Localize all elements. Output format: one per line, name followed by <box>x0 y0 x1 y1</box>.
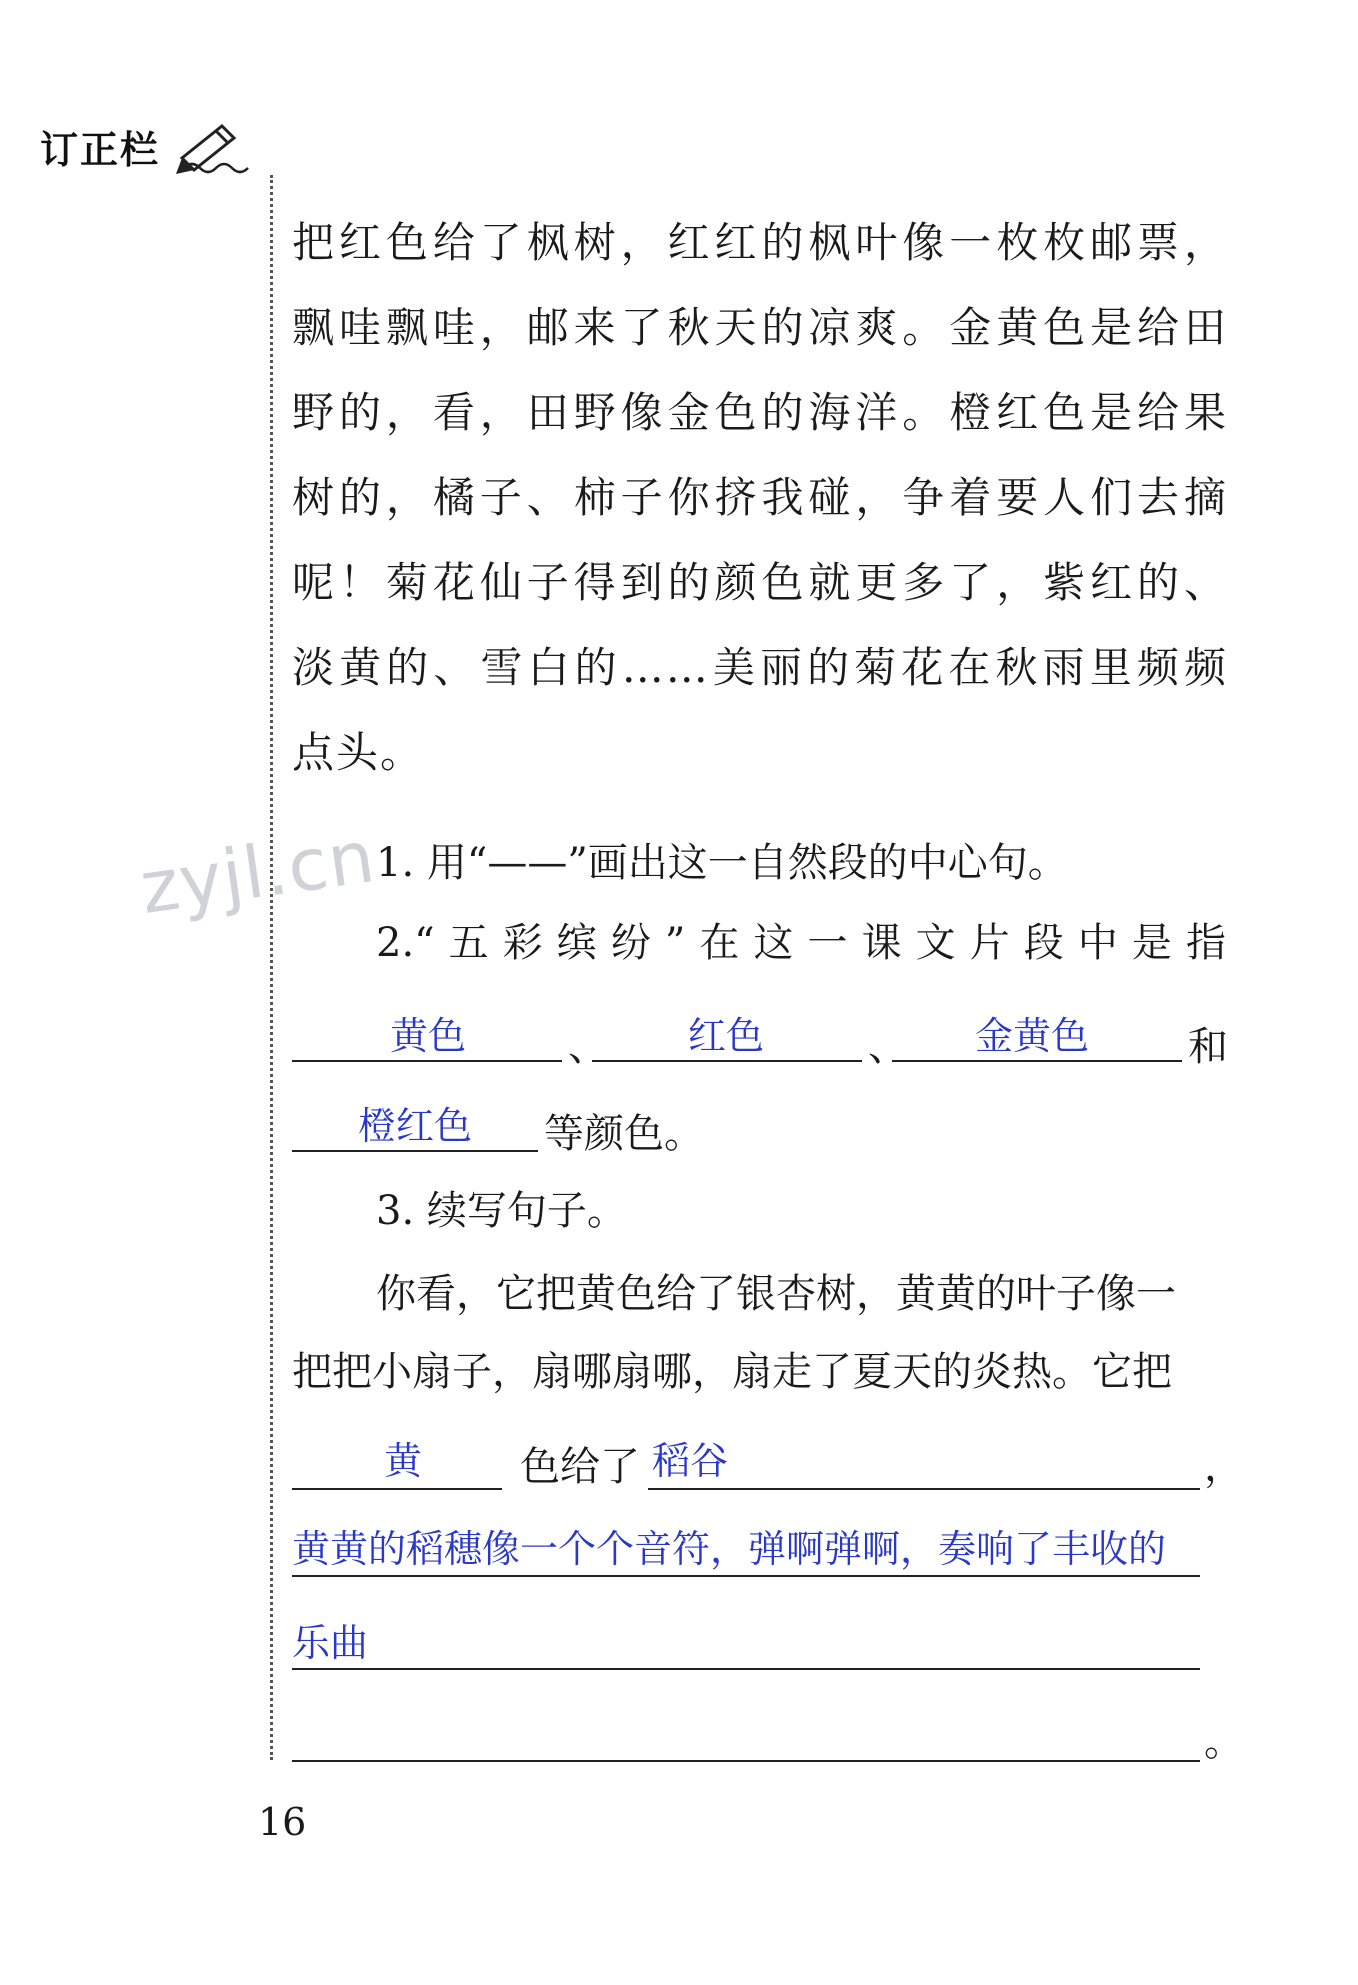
period: 。 <box>1204 1719 1244 1765</box>
correction-column-header <box>40 118 254 174</box>
answer-text: 稻谷 <box>652 1439 729 1483</box>
question-3-prompt-line-2: 把把小扇子，扇哪扇哪，扇走了夏天的炎热。它把 <box>292 1349 1172 1395</box>
answer-text: 橙红色 <box>358 1104 473 1148</box>
question-2: 2.“五彩缤纷”在这一课文片段中是指 <box>376 920 1226 966</box>
question-2-tail: 等颜色。 <box>544 1111 704 1157</box>
passage-line: 点头。 <box>292 728 425 777</box>
answer-blank[interactable] <box>648 1428 1200 1490</box>
answer-text: 黄 <box>384 1439 423 1483</box>
question-1: 1. 用“——”画出这一自然段的中心句。 <box>376 840 1068 886</box>
pencil-icon <box>164 118 254 174</box>
answer-text: 红色 <box>688 1014 765 1058</box>
gave-to-text: 色给了 <box>520 1444 640 1490</box>
watermark: zyjl.cn <box>135 814 381 930</box>
passage-line: 把红色给了枫树，红红的枫叶像一枚枚邮票， <box>292 218 1228 267</box>
passage-line: 呢！菊花仙子得到的颜色就更多了，紫红的、 <box>292 558 1228 607</box>
question-3-prompt-line-1: 你看，它把黄色给了银杏树，黄黄的叶子像一 <box>376 1271 1176 1317</box>
answer-blank[interactable] <box>292 1700 1200 1762</box>
passage-line: 淡黄的、雪白的……美丽的菊花在秋雨里频频 <box>292 643 1228 692</box>
correction-column-title: 订正栏 <box>40 128 161 172</box>
page-number: 16 <box>258 1800 307 1844</box>
passage-line: 飘哇飘哇，邮来了秋天的凉爽。金黄色是给田 <box>292 303 1228 352</box>
separator: 、 <box>868 1024 908 1070</box>
answer-text: 金黄色 <box>975 1014 1090 1058</box>
separator: 、 <box>568 1024 608 1070</box>
passage-line: 树的，橘子、柿子你挤我碰，争着要人们去摘 <box>292 473 1228 522</box>
answer-text: 黄色 <box>390 1014 467 1058</box>
question-3: 3. 续写句子。 <box>376 1188 627 1234</box>
answer-text: 乐曲 <box>292 1621 369 1665</box>
margin-dotted-line <box>270 175 273 1760</box>
comma: ， <box>1204 1444 1244 1490</box>
answer-blank[interactable] <box>292 1608 1200 1670</box>
and-word: 和 <box>1188 1024 1228 1070</box>
answer-text: 黄黄的稻穗像一个个音符，弹啊弹啊，奏响了丰收的 <box>292 1527 1167 1571</box>
passage-line: 野的，看，田野像金色的海洋。橙红色是给果 <box>292 388 1228 437</box>
